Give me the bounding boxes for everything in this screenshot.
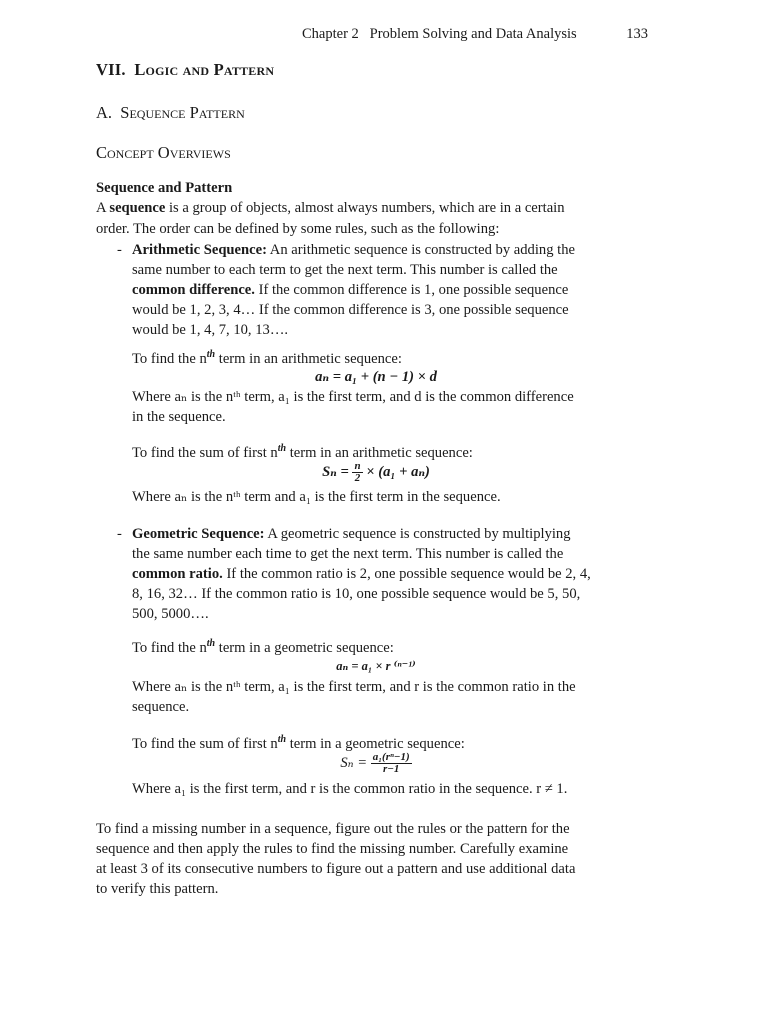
closing-line-4: to verify this pattern. [96, 881, 219, 897]
chapter-title: Chapter 2 Problem Solving and Data Analysis [302, 26, 577, 42]
nth-intro-text: To find the n [132, 640, 207, 656]
arithmetic-nth-where-1: Where aₙ is the nᵗʰ term, a₁ is the first term, and d is the common difference [132, 389, 574, 405]
geometric-line-1 [132, 524, 652, 544]
bullet-dash: - [117, 526, 122, 542]
fraction [352, 461, 362, 484]
geometric-sum-where: Where a₁ is the first term, and r is the common ratio in the sequence. r ≠ 1. [132, 781, 568, 797]
topic-heading: Sequence and Pattern [96, 180, 233, 196]
geometric-line-3 [132, 564, 591, 584]
arithmetic-line-4: would be 1, 2, 3, 4… If the common difference is 3, one possible sequence [132, 302, 569, 318]
geometric-nth-intro [132, 638, 394, 658]
running-header [302, 24, 648, 44]
fraction-numerator: a₁(rⁿ−1) [372, 751, 410, 763]
sum-intro-text: term in a geometric sequence: [286, 736, 465, 752]
formula-lhs: Sₙ = [322, 463, 353, 480]
geometric-text: A geometric sequence is constructed by multiplying [264, 526, 571, 542]
formula-lhs: Sₙ = [340, 754, 371, 771]
superscript: th [277, 443, 287, 455]
arithmetic-sum-intro [132, 443, 473, 463]
intro-line-2: order. The order can be defined by some rules, such as the following: [96, 221, 500, 237]
arithmetic-text: An arithmetic sequence is constructed by adding the [266, 242, 575, 258]
section-heading: VII. Logic and Pattern [96, 60, 275, 79]
superscript: th [206, 349, 216, 361]
intro-line-1 [96, 198, 656, 218]
arithmetic-nth-intro [132, 349, 402, 369]
subsection-heading: A. Sequence Pattern [96, 103, 245, 122]
closing-line-3: at least 3 of its consecutive numbers to figure out a pattern and use additional data [96, 861, 576, 877]
superscript: th [206, 638, 216, 650]
overview-heading: Concept Overviews [96, 143, 231, 162]
bullet-dash: - [117, 242, 122, 258]
term-geometric-sequence: Geometric Sequence: [132, 526, 265, 542]
fraction-numerator: n [354, 460, 361, 472]
intro-text: A [96, 200, 110, 216]
geometric-nth-where-2: sequence. [132, 699, 190, 715]
term-common-difference: common difference. [132, 282, 255, 298]
arithmetic-line-3 [132, 280, 568, 300]
sum-intro-text: term in an arithmetic sequence: [286, 445, 473, 461]
nth-intro-text: term in a geometric sequence: [215, 640, 394, 656]
fraction-denominator: 2 [354, 472, 361, 484]
closing-line-2: sequence and then apply the rules to find the missing number. Carefully examine [96, 841, 569, 857]
geometric-text: If the common ratio is 2, one possible sequence would be 2, 4, [222, 566, 591, 582]
geometric-nth-where-1: Where aₙ is the nᵗʰ term, a₁ is the first term, and r is the common ratio in the [132, 679, 576, 695]
geometric-nth-formula: aₙ = a₁ × r ⁽ⁿ⁻¹⁾ [336, 659, 416, 673]
arithmetic-line-1 [132, 240, 652, 260]
geometric-line-5: 500, 5000…. [132, 606, 209, 622]
term-arithmetic-sequence: Arithmetic Sequence: [132, 242, 267, 258]
page-number: 133 [626, 26, 648, 42]
term-common-ratio: common ratio. [132, 566, 223, 582]
geometric-sum-formula [96, 752, 656, 775]
arithmetic-nth-where-2: in the sequence. [132, 409, 226, 425]
arithmetic-sum-where: Where aₙ is the nᵗʰ term and a₁ is the first term in the sequence. [132, 489, 501, 505]
sum-intro-text: To find the sum of first n [132, 736, 278, 752]
nth-intro-text: To find the n [132, 351, 207, 367]
fraction-denominator: r−1 [382, 763, 400, 775]
geometric-line-4: 8, 16, 32… If the common ratio is 10, one possible sequence would be 5, 50, [132, 586, 581, 602]
term-sequence: sequence [109, 200, 166, 216]
closing-line-1: To find a missing number in a sequence, figure out the rules or the pattern for the [96, 821, 570, 837]
arithmetic-text: If the common difference is 1, one possible sequence [254, 282, 569, 298]
arithmetic-line-2: same number to each term to get the next term. This number is called the [132, 262, 558, 278]
superscript: th [277, 734, 287, 746]
arithmetic-line-5: would be 1, 4, 7, 10, 13…. [132, 322, 289, 338]
nth-intro-text: term in an arithmetic sequence: [215, 351, 402, 367]
fraction [371, 752, 412, 775]
intro-text: is a group of objects, almost always numbers, which are in a certain [165, 200, 565, 216]
sum-intro-text: To find the sum of first n [132, 445, 278, 461]
arithmetic-sum-formula [96, 461, 656, 484]
geometric-sum-intro [132, 734, 465, 754]
geometric-line-2: the same number each time to get the next term. This number is called the [132, 546, 564, 562]
arithmetic-nth-formula: aₙ = a₁ + (n − 1) × d [315, 369, 437, 385]
formula-rhs: × (a₁ + aₙ) [362, 463, 430, 480]
